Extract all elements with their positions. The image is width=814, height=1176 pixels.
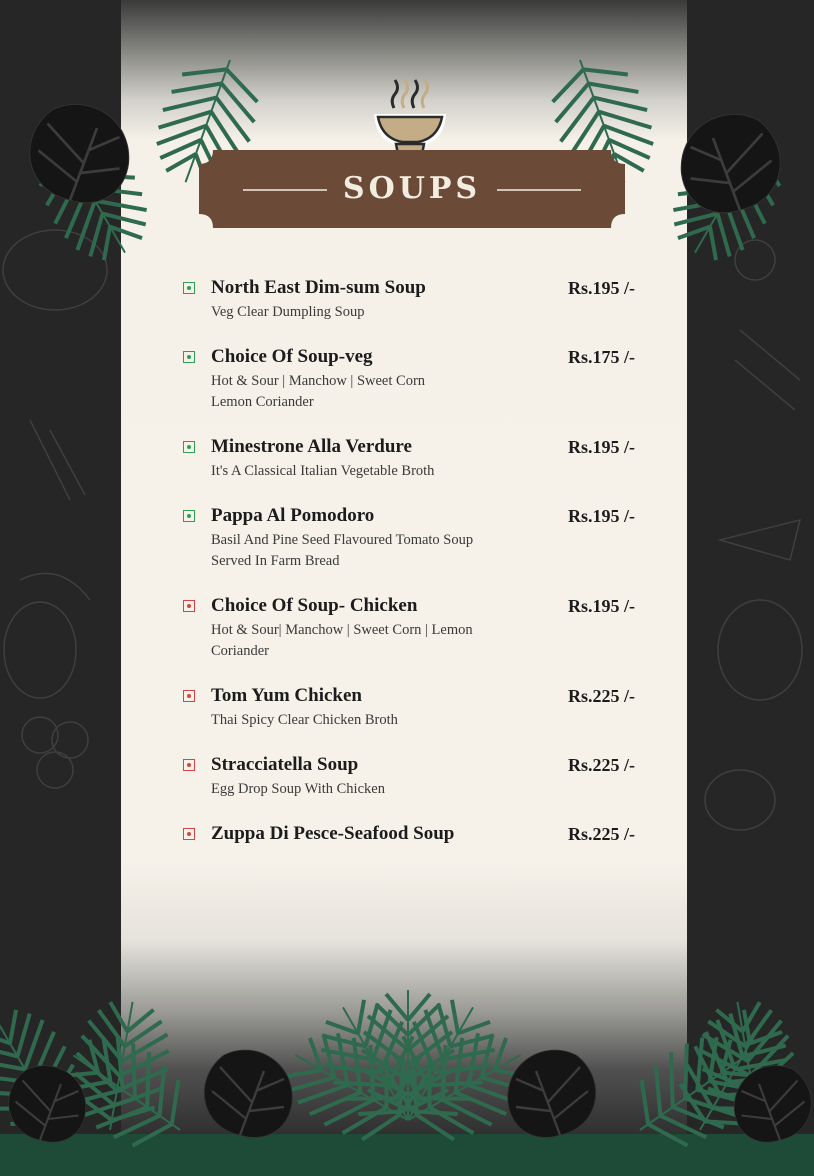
item-description [211,461,635,482]
item-description [211,779,635,800]
veg-marker-icon [183,351,195,363]
item-name: Choice Of Soup- Chicken [211,595,418,616]
item-price: Rs.195 /- [568,506,635,526]
item-description-line: Hot & Sour| Manchow | Sweet Corn | Lemon [211,622,473,638]
item-name: Choice Of Soup-veg [211,346,373,367]
item-description [211,620,635,662]
item-price: Rs.225 /- [568,755,635,775]
item-price: Rs.195 /- [568,437,635,457]
menu-list [183,276,635,846]
veg-marker-icon [183,441,195,453]
item-price: Rs.195 /- [568,278,635,298]
item-description-line: Hot & Sour | Manchow | Sweet Corn [211,373,426,389]
item-name: Minestrone Alla Verdure [211,436,412,457]
menu-item [183,822,635,846]
non-veg-marker-icon [183,600,195,612]
item-description [211,302,635,323]
section-title: SOUPS [342,171,482,206]
non-veg-marker-icon [183,828,195,840]
menu-item [183,276,635,323]
item-name: Stracciatella Soup [211,754,359,775]
veg-marker-icon [183,510,195,522]
item-description-line: Egg Drop Soup With Chicken [211,781,385,797]
item-description-line: Coriander [211,643,269,659]
menu-item [183,594,635,662]
item-description-line: It's A Classical Italian Vegetable Broth [211,463,435,479]
veg-marker-icon [183,282,195,294]
item-price: Rs.175 /- [568,347,635,367]
menu-item [183,684,635,731]
menu-item [183,753,635,800]
item-description [211,710,635,731]
item-description-line: Veg Clear Dumpling Soup [211,304,365,320]
item-name: Pappa Al Pomodoro [211,505,375,526]
soup-bowl-icon [370,70,450,160]
item-description-line: Thai Spicy Clear Chicken Broth [211,712,398,728]
item-description-line: Lemon Coriander [211,394,314,410]
menu-item [183,345,635,413]
item-description-line: Basil And Pine Seed Flavoured Tomato Soup [211,532,474,548]
item-name: Tom Yum Chicken [211,685,362,706]
item-price: Rs.225 /- [568,686,635,706]
item-name: North East Dim-sum Soup [211,277,426,298]
item-name: Zuppa Di Pesce-Seafood Soup [211,823,455,844]
item-description [211,371,635,413]
non-veg-marker-icon [183,690,195,702]
footer-band [0,1134,814,1176]
item-description-line: Served In Farm Bread [211,553,340,569]
item-description [211,530,635,572]
item-price: Rs.195 /- [568,596,635,616]
menu-item [183,504,635,572]
non-veg-marker-icon [183,759,195,771]
item-price: Rs.225 /- [568,824,635,844]
menu-item [183,435,635,482]
